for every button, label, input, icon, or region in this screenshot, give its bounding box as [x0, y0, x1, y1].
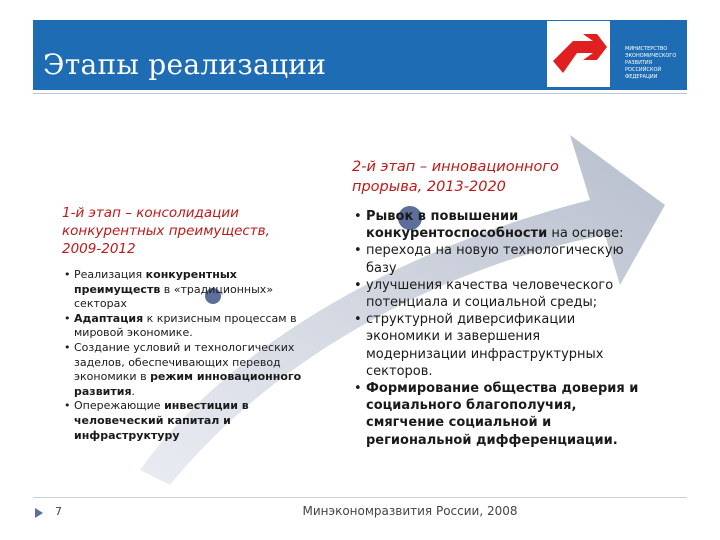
footer-divider: [33, 497, 687, 498]
footer-source: Минэкономразвития России, 2008: [302, 504, 518, 518]
page-number: 7: [55, 505, 62, 518]
stage1-list: [62, 268, 324, 443]
list-item: • Адаптация к кризисным процессам в мировой экономике.: [62, 312, 324, 341]
list-item: • перехода на новую технологическую базу: [352, 242, 642, 276]
list-item: • Опережающие инвестиции в человеческий капитал и инфраструктуру: [62, 399, 324, 443]
stage2-list: [352, 208, 642, 449]
logo-caption-line: МИНИСТЕРСТВО: [625, 46, 668, 52]
logo-caption-line: ФЕДЕРАЦИИ: [625, 74, 658, 80]
page-title: Этапы реализации: [43, 48, 327, 81]
slide-marker-icon: [34, 507, 46, 519]
list-item: • Рывок в повышении конкурентоспособности на основе:: [352, 208, 642, 242]
stage1-title: 1-й этап – консолидации конкурентных преимуществ, 2009-2012: [62, 205, 270, 257]
logo-caption-line: ЭКОНОМИЧЕСКОГО: [625, 53, 677, 59]
logo-caption-line: РОССИЙСКОЙ: [625, 67, 662, 73]
list-item: • Формирование общества доверия и социального благополучия, смягчение социальной и региональной дифференциации.: [352, 380, 642, 449]
list-item: • Создание условий и технологических заделов, обеспечивающих перевод экономики в режим инновационного развития.: [62, 341, 324, 399]
stage2-title: 2-й этап – инновационного прорыва, 2013-2020: [352, 159, 559, 195]
list-item: • структурной диверсификации экономики и завершения модернизации инфраструктурных секторов.: [352, 311, 642, 380]
list-item: • Реализация конкурентных преимуществ в «традиционных» секторах: [62, 268, 324, 312]
list-item: • улучшения качества человеческого потенциала и социальной среды;: [352, 277, 642, 311]
logo-caption-line: РАЗВИТИЯ: [625, 60, 653, 66]
